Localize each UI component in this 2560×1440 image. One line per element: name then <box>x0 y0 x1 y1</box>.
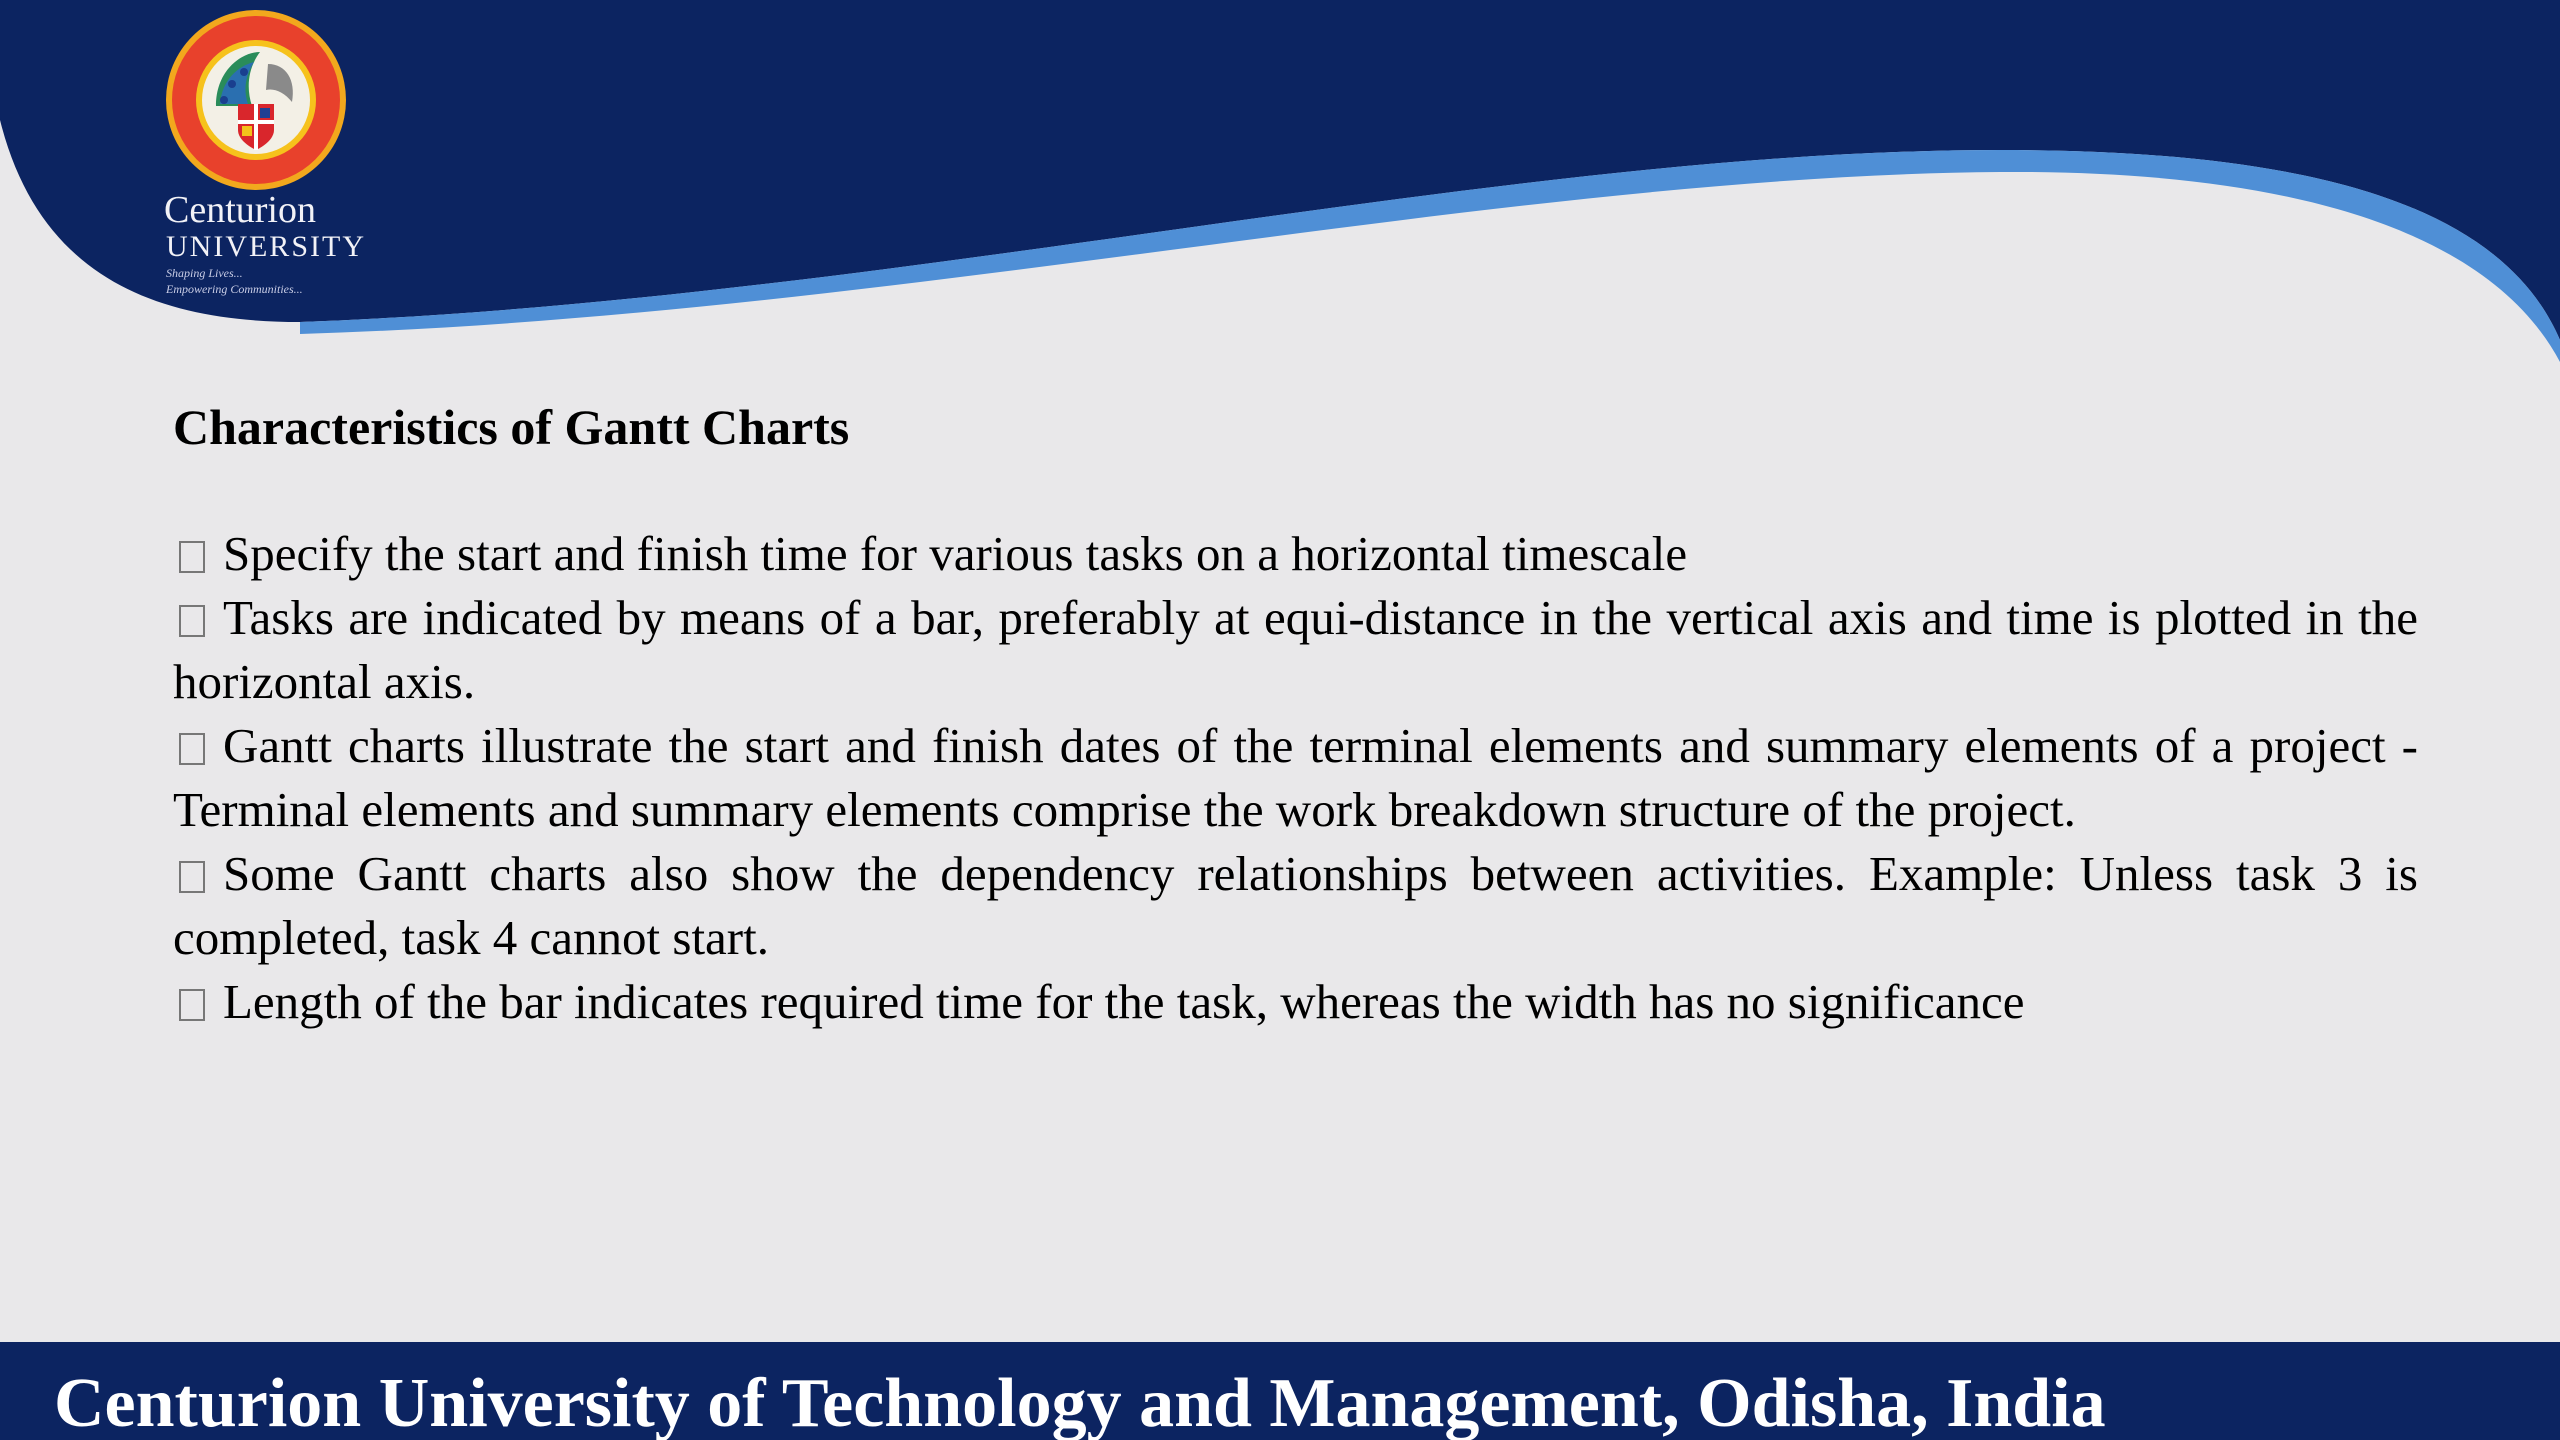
logo-tagline-line1: Shaping Lives... <box>166 266 243 280</box>
bullet-box-icon <box>179 861 205 893</box>
bullet-text-4: Some Gantt charts also show the dependency relationships between activities. Example: Unless task 3 is completed, task 4 cannot start. <box>173 846 2418 965</box>
footer-text: Centurion University of Technology and Management, Odisha, India <box>54 1365 2106 1440</box>
bullet-text-3: Gantt charts illustrate the start and finish dates of the terminal elements and summary elements of a project - Terminal elements and summary elements comprise the work breakdown structure of the project. <box>173 718 2418 837</box>
bullet-item-1 <box>173 522 2418 586</box>
logo-wordmark-line2: UNIVERSITY <box>166 230 366 263</box>
bullet-box-icon <box>179 605 205 637</box>
footer-bar <box>0 1342 2560 1440</box>
university-seal-icon <box>164 8 348 192</box>
logo-tagline-line2: Empowering Communities... <box>166 282 303 296</box>
logo-wordmark-line1: Centurion <box>164 189 316 231</box>
bullet-box-icon <box>179 733 205 765</box>
bullet-item-2 <box>173 586 2418 714</box>
bullet-box-icon <box>179 541 205 573</box>
bullet-text-2: Tasks are indicated by means of a bar, preferably at equi-distance in the vertical axis and time is plotted in the horizontal axis. <box>173 590 2418 709</box>
university-logo <box>160 8 366 298</box>
bullet-item-5 <box>173 970 2418 1034</box>
bullet-item-4 <box>173 842 2418 970</box>
bullet-text-5: Length of the bar indicates required time for the task, whereas the width has no significance <box>223 974 2025 1029</box>
bullet-box-icon <box>179 989 205 1021</box>
bullet-text-1: Specify the start and finish time for various tasks on a horizontal timescale <box>223 526 1688 581</box>
header-wave-banner <box>0 0 2560 380</box>
bullet-list <box>173 522 2418 1034</box>
slide-title: Characteristics of Gantt Charts <box>173 399 850 455</box>
bullet-item-3 <box>173 714 2418 842</box>
